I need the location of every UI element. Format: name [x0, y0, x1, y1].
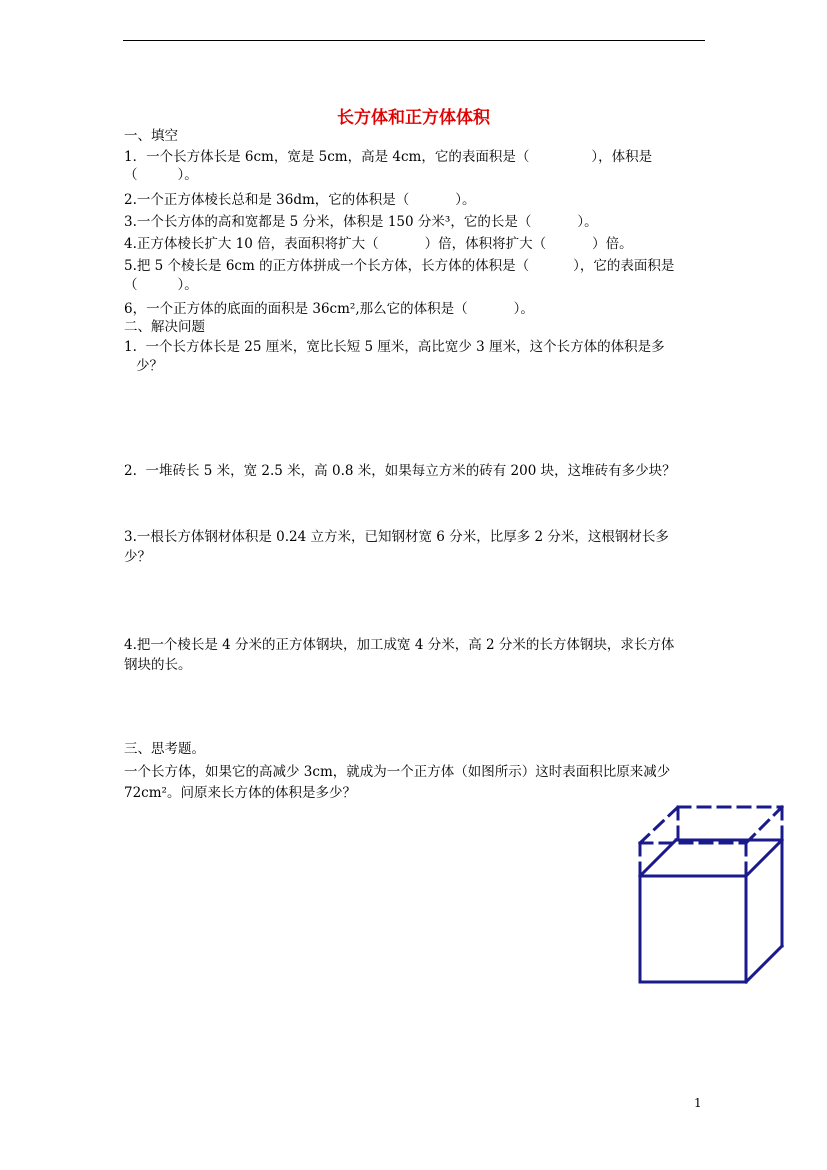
- page-number: 1: [694, 1096, 702, 1110]
- question-5-text-b: ），它的表面积是: [573, 258, 675, 274]
- problem-3-line-1: 3.一根长方体钢材体积是 0.24 立方米，已知钢材宽 6 分米，比厚多 2 分米，这根钢材长多: [124, 529, 669, 545]
- question-1-text-d: ）。: [177, 167, 198, 183]
- question-4-text-c: ）倍。: [592, 236, 633, 252]
- question-3-text-a: 3.一个长方体的高和宽都是 5 分米，体积是 150 分米³，它的长是（: [124, 214, 532, 230]
- question-5-line-1: [124, 257, 674, 275]
- question-5-text-d: ）。: [177, 277, 198, 293]
- section-heading-fill-in: 一、填空: [124, 128, 178, 144]
- problem-1-line-1: 1. 一个长方体长是 25 厘米，宽比长短 5 厘米，高比宽少 3 厘米，这个长方体的体积是多: [124, 339, 665, 355]
- problem-4-line-2: 钢块的长。: [124, 657, 192, 673]
- question-1-line-2: [124, 166, 198, 184]
- cube-front-face: [640, 876, 746, 982]
- question-2: [124, 191, 476, 209]
- question-1-text-c: （: [124, 167, 138, 183]
- cuboid-figure: [630, 800, 790, 986]
- question-5-text-c: （: [124, 277, 138, 293]
- question-4-text-a: 4.正方体棱长扩大 10 倍，表面积将扩大（: [124, 236, 379, 252]
- question-1-text-a: 1．一个长方体长是 6cm，宽是 5cm，高是 4cm，它的表面积是（: [124, 149, 530, 165]
- question-4-text-b: ）倍，体积将扩大（: [424, 236, 547, 252]
- question-4: [124, 235, 633, 253]
- question-1-text-b: ），体积是: [591, 149, 653, 165]
- question-5-text-a: 5.把 5 个棱长是 6cm 的正方体拼成一个长方体，长方体的体积是（: [124, 258, 530, 274]
- cube-top-right-edge: [746, 840, 782, 876]
- header-rule: [123, 40, 705, 41]
- question-5-line-2: [124, 276, 198, 294]
- question-1-line-1: [124, 148, 652, 166]
- cube-bottom-right-edge: [746, 946, 782, 982]
- section-heading-solve: 二、解决问题: [124, 319, 205, 335]
- thinking-question-line-2: 72cm²。问原来长方体的体积是多少？: [124, 785, 356, 801]
- question-2-text-b: ）。: [455, 192, 476, 208]
- dashed-top-right-edge: [746, 807, 782, 843]
- problem-1-line-2: 少？: [136, 358, 163, 374]
- question-6-text-b: ）。: [513, 301, 534, 317]
- question-2-text-a: 2.一个正方体棱长总和是 36dm，它的体积是（: [124, 192, 410, 208]
- cube-top-left-edge: [640, 840, 676, 876]
- problem-4-line-1: 4.把一个棱长是 4 分米的正方体钢块，加工成宽 4 分米，高 2 分米的长方体钢块，求长方体: [124, 637, 675, 653]
- section-heading-thinking: 三、思考题。: [124, 741, 205, 757]
- question-3-text-b: ）。: [577, 214, 598, 230]
- page-title: 长方体和正方体体积: [337, 108, 490, 128]
- question-3: [124, 213, 598, 231]
- question-6: [124, 300, 534, 318]
- dashed-top-left-edge: [640, 807, 678, 843]
- question-6-text-a: 6，一个正方体的底面的面积是 36cm²,那么它的体积是（: [124, 301, 468, 317]
- thinking-question-line-1: 一个长方体，如果它的高减少 3cm，就成为一个正方体（如图所示）这时表面积比原来减少: [124, 764, 671, 780]
- problem-2-line-1: 2. 一堆砖长 5 米，宽 2.5 米，高 0.8 米，如果每立方米的砖有 200 块，这堆砖有多少块？: [124, 463, 676, 479]
- problem-3-line-2: 少？: [124, 549, 151, 565]
